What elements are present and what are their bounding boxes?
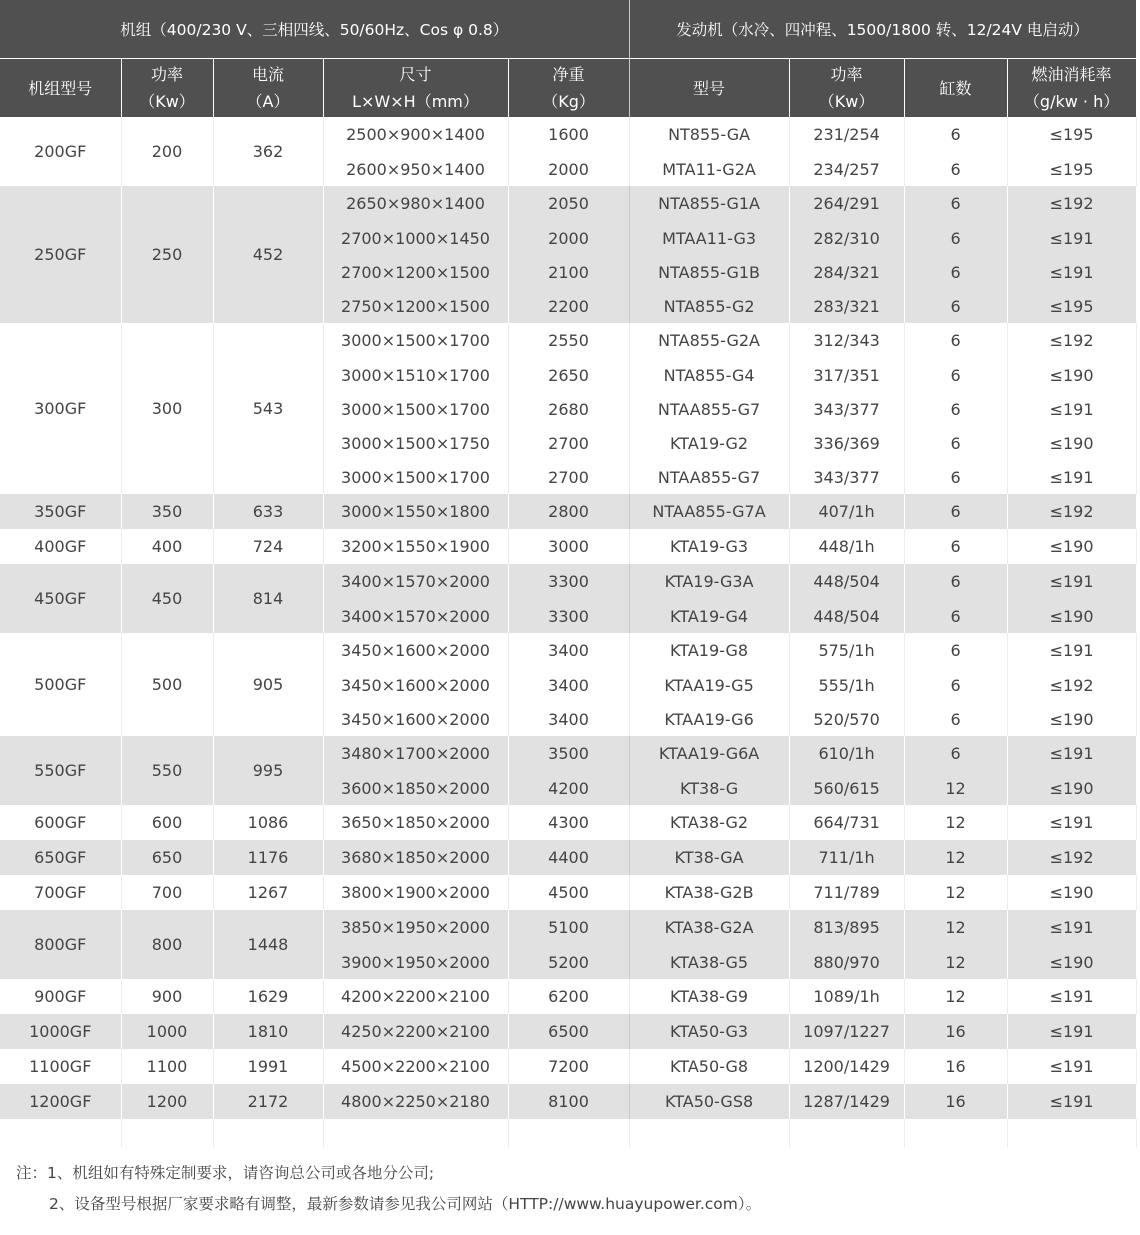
engine-power-cell: 560/615 xyxy=(789,771,904,805)
engine-model-cell: KT38-G xyxy=(629,771,789,805)
unit-size-cell: 2700×1000×1450 xyxy=(323,221,508,255)
engine-fuel-rate-cell: ≤190 xyxy=(1007,529,1136,564)
engine-power-cell: 664/731 xyxy=(789,805,904,840)
unit-weight-cell: 4300 xyxy=(508,805,629,840)
engine-model-cell: NTA855-G4 xyxy=(629,358,789,392)
unit-power-cell: 300 xyxy=(121,323,213,494)
unit-model-cell: 700GF xyxy=(0,875,121,910)
column-header-label: 缸数 xyxy=(939,78,972,98)
engine-fuel-rate-cell: ≤191 xyxy=(1007,1084,1136,1119)
unit-current-cell: 1991 xyxy=(213,1049,323,1084)
engine-fuel-rate-cell: ≤191 xyxy=(1007,392,1136,426)
column-header-unit: （Kw） xyxy=(818,92,875,111)
engine-power-cell: 283/321 xyxy=(789,289,904,323)
unit-power-cell: 1000 xyxy=(121,1014,213,1049)
unit-current-cell: 2172 xyxy=(213,1084,323,1119)
engine-fuel-rate-cell: ≤191 xyxy=(1007,1014,1136,1049)
engine-cylinders-cell: 6 xyxy=(904,668,1007,702)
unit-size-cell: 3000×1500×1700 xyxy=(323,323,508,358)
engine-cylinders-cell: 12 xyxy=(904,840,1007,875)
engine-fuel-rate-cell: ≤190 xyxy=(1007,875,1136,910)
engine-fuel-rate-cell: ≤195 xyxy=(1007,289,1136,323)
column-header-engine-power xyxy=(789,59,904,118)
engine-power-cell: 520/570 xyxy=(789,702,904,736)
column-header-unit: （g/kw · h） xyxy=(1023,92,1120,111)
unit-current-cell: 1176 xyxy=(213,840,323,875)
engine-model-cell: KTA38-G5 xyxy=(629,945,789,979)
unit-size-cell: 3400×1570×2000 xyxy=(323,599,508,633)
table-row xyxy=(0,1014,1136,1049)
engine-fuel-rate-cell: ≤190 xyxy=(1007,702,1136,736)
unit-model-cell: 400GF xyxy=(0,529,121,564)
unit-model-cell: 1100GF xyxy=(0,1049,121,1084)
table-row xyxy=(0,186,1136,221)
notes xyxy=(16,1158,761,1220)
unit-weight-cell: 2000 xyxy=(508,152,629,186)
engine-cylinders-cell: 12 xyxy=(904,979,1007,1014)
unit-weight-cell: 2800 xyxy=(508,494,629,529)
unit-model-cell: 350GF xyxy=(0,494,121,529)
engine-fuel-rate-cell: ≤192 xyxy=(1007,494,1136,529)
engine-model-cell: NTAA855-G7A xyxy=(629,494,789,529)
engine-fuel-rate-cell: ≤191 xyxy=(1007,805,1136,840)
unit-weight-cell: 6200 xyxy=(508,979,629,1014)
engine-cylinders-cell: 12 xyxy=(904,771,1007,805)
engine-model-cell: NTA855-G1B xyxy=(629,255,789,289)
engine-fuel-rate-cell: ≤190 xyxy=(1007,599,1136,633)
unit-size-cell: 3650×1850×2000 xyxy=(323,805,508,840)
unit-current-cell: 1267 xyxy=(213,875,323,910)
engine-power-cell: 448/504 xyxy=(789,564,904,599)
table-body xyxy=(0,117,1136,1147)
engine-model-cell: KTA50-G3 xyxy=(629,1014,789,1049)
unit-current-cell: 362 xyxy=(213,117,323,186)
engine-power-cell: 575/1h xyxy=(789,633,904,668)
unit-model-cell: 250GF xyxy=(0,186,121,323)
engine-cylinders-cell: 16 xyxy=(904,1049,1007,1084)
table-row xyxy=(0,910,1136,945)
unit-weight-cell: 3400 xyxy=(508,633,629,668)
engine-power-cell: 813/895 xyxy=(789,910,904,945)
unit-weight-cell: 3500 xyxy=(508,736,629,771)
unit-size-cell: 4500×2200×2100 xyxy=(323,1049,508,1084)
engine-model-cell: KTA19-G2 xyxy=(629,426,789,460)
engine-model-cell: KTA38-G2B xyxy=(629,875,789,910)
unit-model-cell: 500GF xyxy=(0,633,121,736)
unit-current-cell: 1448 xyxy=(213,910,323,979)
column-header-label: 功率 xyxy=(830,65,863,84)
unit-size-cell: 3850×1950×2000 xyxy=(323,910,508,945)
engine-fuel-rate-cell: ≤190 xyxy=(1007,945,1136,979)
column-header-engine-cylinders xyxy=(904,59,1007,118)
unit-size-cell: 2600×950×1400 xyxy=(323,152,508,186)
column-header-unit-current xyxy=(213,59,323,118)
engine-cylinders-cell: 6 xyxy=(904,392,1007,426)
unit-model-cell: 200GF xyxy=(0,117,121,186)
empty-cell xyxy=(0,1119,121,1147)
engine-fuel-rate-cell: ≤191 xyxy=(1007,221,1136,255)
unit-size-cell: 3800×1900×2000 xyxy=(323,875,508,910)
table-row xyxy=(0,979,1136,1014)
empty-cell xyxy=(904,1119,1007,1147)
unit-size-cell: 3450×1600×2000 xyxy=(323,668,508,702)
engine-cylinders-cell: 6 xyxy=(904,186,1007,221)
column-header-label: 尺寸 xyxy=(399,65,432,84)
unit-size-cell: 3450×1600×2000 xyxy=(323,702,508,736)
engine-fuel-rate-cell: ≤192 xyxy=(1007,668,1136,702)
column-header-unit-weight xyxy=(508,59,629,118)
engine-power-cell: 312/343 xyxy=(789,323,904,358)
table-row xyxy=(0,840,1136,875)
empty-cell xyxy=(629,1119,789,1147)
engine-fuel-rate-cell: ≤190 xyxy=(1007,358,1136,392)
engine-power-cell: 711/1h xyxy=(789,840,904,875)
unit-size-cell: 4800×2250×2180 xyxy=(323,1084,508,1119)
engine-model-cell: KT38-GA xyxy=(629,840,789,875)
unit-size-cell: 4250×2200×2100 xyxy=(323,1014,508,1049)
engine-cylinders-cell: 6 xyxy=(904,289,1007,323)
engine-power-cell: 448/504 xyxy=(789,599,904,633)
column-header-label: 燃油消耗率 xyxy=(1031,65,1112,84)
engine-power-cell: 264/291 xyxy=(789,186,904,221)
unit-weight-cell: 8100 xyxy=(508,1084,629,1119)
engine-model-cell: KTA19-G4 xyxy=(629,599,789,633)
unit-weight-cell: 4200 xyxy=(508,771,629,805)
table-row xyxy=(0,323,1136,358)
unit-weight-cell: 3300 xyxy=(508,564,629,599)
engine-power-cell: 234/257 xyxy=(789,152,904,186)
unit-model-cell: 1200GF xyxy=(0,1084,121,1119)
engine-cylinders-cell: 16 xyxy=(904,1014,1007,1049)
unit-weight-cell: 2000 xyxy=(508,221,629,255)
engine-cylinders-cell: 6 xyxy=(904,702,1007,736)
note-line-2: 2、设备型号根据厂家要求略有调整，最新参数请参见我公司网站（HTTP://www.huayupower.com）。 xyxy=(49,1195,762,1213)
unit-weight-cell: 7200 xyxy=(508,1049,629,1084)
unit-power-cell: 500 xyxy=(121,633,213,736)
empty-cell xyxy=(789,1119,904,1147)
table-row xyxy=(0,875,1136,910)
column-header-unit-model xyxy=(0,59,121,118)
unit-weight-cell: 2700 xyxy=(508,426,629,460)
engine-power-cell: 610/1h xyxy=(789,736,904,771)
engine-fuel-rate-cell: ≤190 xyxy=(1007,426,1136,460)
engine-model-cell: KTA38-G2A xyxy=(629,910,789,945)
unit-weight-cell: 2200 xyxy=(508,289,629,323)
unit-power-cell: 1200 xyxy=(121,1084,213,1119)
engine-cylinders-cell: 12 xyxy=(904,945,1007,979)
unit-model-cell: 1000GF xyxy=(0,1014,121,1049)
engine-power-cell: 1089/1h xyxy=(789,979,904,1014)
engine-model-cell: NT855-GA xyxy=(629,117,789,152)
unit-size-cell: 3000×1500×1750 xyxy=(323,426,508,460)
engine-power-cell: 1200/1429 xyxy=(789,1049,904,1084)
unit-weight-cell: 5200 xyxy=(508,945,629,979)
engine-fuel-rate-cell: ≤192 xyxy=(1007,323,1136,358)
engine-fuel-rate-cell: ≤191 xyxy=(1007,1049,1136,1084)
engine-model-cell: KTAA19-G6A xyxy=(629,736,789,771)
engine-cylinders-cell: 6 xyxy=(904,255,1007,289)
table-row xyxy=(0,494,1136,529)
table-row xyxy=(0,1084,1136,1119)
table-row xyxy=(0,633,1136,668)
engine-cylinders-cell: 16 xyxy=(904,1084,1007,1119)
unit-weight-cell: 2050 xyxy=(508,186,629,221)
unit-size-cell: 2500×900×1400 xyxy=(323,117,508,152)
unit-size-cell: 3680×1850×2000 xyxy=(323,840,508,875)
engine-power-cell: 282/310 xyxy=(789,221,904,255)
unit-current-cell: 1086 xyxy=(213,805,323,840)
unit-power-cell: 550 xyxy=(121,736,213,805)
column-header-label: 净重 xyxy=(552,65,585,84)
unit-size-cell: 3200×1550×1900 xyxy=(323,529,508,564)
engine-model-cell: MTAA11-G3 xyxy=(629,221,789,255)
engine-power-cell: 1287/1429 xyxy=(789,1084,904,1119)
unit-size-cell: 2700×1200×1500 xyxy=(323,255,508,289)
column-header-unit: L×W×H（mm） xyxy=(352,92,479,111)
unit-current-cell: 905 xyxy=(213,633,323,736)
engine-cylinders-cell: 6 xyxy=(904,323,1007,358)
engine-power-cell: 1097/1227 xyxy=(789,1014,904,1049)
unit-power-cell: 1100 xyxy=(121,1049,213,1084)
engine-power-cell: 343/377 xyxy=(789,392,904,426)
engine-fuel-rate-cell: ≤191 xyxy=(1007,255,1136,289)
empty-cell xyxy=(1007,1119,1136,1147)
unit-current-cell: 995 xyxy=(213,736,323,805)
engine-cylinders-cell: 6 xyxy=(904,152,1007,186)
engine-fuel-rate-cell: ≤190 xyxy=(1007,771,1136,805)
empty-cell xyxy=(121,1119,213,1147)
unit-size-cell: 3000×1500×1700 xyxy=(323,392,508,426)
engine-power-cell: 231/254 xyxy=(789,117,904,152)
unit-model-cell: 650GF xyxy=(0,840,121,875)
empty-cell xyxy=(508,1119,629,1147)
engine-fuel-rate-cell: ≤191 xyxy=(1007,979,1136,1014)
engine-fuel-rate-cell: ≤192 xyxy=(1007,840,1136,875)
engine-cylinders-cell: 6 xyxy=(904,564,1007,599)
unit-weight-cell: 2550 xyxy=(508,323,629,358)
unit-power-cell: 350 xyxy=(121,494,213,529)
column-header-label: 型号 xyxy=(693,78,726,98)
engine-model-cell: NTAA855-G7 xyxy=(629,460,789,494)
column-header-engine-model xyxy=(629,59,789,118)
unit-model-cell: 900GF xyxy=(0,979,121,1014)
engine-fuel-rate-cell: ≤191 xyxy=(1007,910,1136,945)
column-header-unit-size xyxy=(323,59,508,118)
unit-weight-cell: 6500 xyxy=(508,1014,629,1049)
engine-cylinders-cell: 6 xyxy=(904,494,1007,529)
unit-size-cell: 3000×1510×1700 xyxy=(323,358,508,392)
unit-current-cell: 633 xyxy=(213,494,323,529)
unit-weight-cell: 2100 xyxy=(508,255,629,289)
empty-cell xyxy=(323,1119,508,1147)
engine-model-cell: NTA855-G2 xyxy=(629,289,789,323)
engine-power-cell: 555/1h xyxy=(789,668,904,702)
column-header-unit: （Kw） xyxy=(139,92,195,111)
engine-cylinders-cell: 12 xyxy=(904,805,1007,840)
engine-model-cell: KTA19-G8 xyxy=(629,633,789,668)
engine-power-cell: 407/1h xyxy=(789,494,904,529)
engine-cylinders-cell: 6 xyxy=(904,221,1007,255)
unit-size-cell: 2650×980×1400 xyxy=(323,186,508,221)
engine-cylinders-cell: 6 xyxy=(904,633,1007,668)
engine-model-cell: KTA19-G3 xyxy=(629,529,789,564)
column-header-label: 机组型号 xyxy=(28,78,93,98)
engine-model-cell: KTA38-G2 xyxy=(629,805,789,840)
unit-current-cell: 543 xyxy=(213,323,323,494)
column-header-unit: （A） xyxy=(246,92,290,111)
engine-cylinders-cell: 12 xyxy=(904,910,1007,945)
unit-model-cell: 550GF xyxy=(0,736,121,805)
unit-model-cell: 450GF xyxy=(0,564,121,633)
unit-size-cell: 3480×1700×2000 xyxy=(323,736,508,771)
engine-cylinders-cell: 12 xyxy=(904,875,1007,910)
unit-current-cell: 814 xyxy=(213,564,323,633)
column-header-unit: （Kg） xyxy=(542,92,595,111)
empty-cell xyxy=(213,1119,323,1147)
unit-weight-cell: 3400 xyxy=(508,668,629,702)
unit-model-cell: 800GF xyxy=(0,910,121,979)
engine-cylinders-cell: 6 xyxy=(904,460,1007,494)
engine-fuel-rate-cell: ≤191 xyxy=(1007,564,1136,599)
engine-model-cell: NTAA855-G7 xyxy=(629,392,789,426)
table-row xyxy=(0,805,1136,840)
engine-model-cell: KTAA19-G6 xyxy=(629,702,789,736)
engine-cylinders-cell: 6 xyxy=(904,358,1007,392)
unit-power-cell: 600 xyxy=(121,805,213,840)
column-header-unit-power xyxy=(121,59,213,118)
engine-power-cell: 448/1h xyxy=(789,529,904,564)
unit-weight-cell: 3400 xyxy=(508,702,629,736)
table-row xyxy=(0,117,1136,152)
column-header-engine-fuel-rate xyxy=(1007,59,1136,118)
unit-size-cell: 3450×1600×2000 xyxy=(323,633,508,668)
engine-model-cell: KTA50-GS8 xyxy=(629,1084,789,1119)
unit-size-cell: 3900×1950×2000 xyxy=(323,945,508,979)
column-header-row xyxy=(0,59,1136,118)
unit-size-cell: 3400×1570×2000 xyxy=(323,564,508,599)
unit-weight-cell: 4500 xyxy=(508,875,629,910)
unit-weight-cell: 2650 xyxy=(508,358,629,392)
unit-weight-cell: 3300 xyxy=(508,599,629,633)
engine-power-cell: 284/321 xyxy=(789,255,904,289)
unit-model-cell: 300GF xyxy=(0,323,121,494)
table-row xyxy=(0,1049,1136,1084)
unit-weight-cell: 1600 xyxy=(508,117,629,152)
unit-weight-cell: 3000 xyxy=(508,529,629,564)
engine-model-cell: MTA11-G2A xyxy=(629,152,789,186)
unit-size-cell: 4200×2200×2100 xyxy=(323,979,508,1014)
table-row xyxy=(0,736,1136,771)
unit-model-cell: 600GF xyxy=(0,805,121,840)
engine-model-cell: KTA19-G3A xyxy=(629,564,789,599)
unit-power-cell: 450 xyxy=(121,564,213,633)
unit-current-cell: 724 xyxy=(213,529,323,564)
engine-group-header: 发动机（水冷、四冲程、1500/1800 转、12/24V 电启动） xyxy=(629,0,1136,59)
column-header-label: 功率 xyxy=(150,65,183,84)
unit-weight-cell: 5100 xyxy=(508,910,629,945)
column-header-label: 电流 xyxy=(251,65,284,84)
unit-current-cell: 1810 xyxy=(213,1014,323,1049)
unit-power-cell: 200 xyxy=(121,117,213,186)
unit-power-cell: 400 xyxy=(121,529,213,564)
unit-current-cell: 452 xyxy=(213,186,323,323)
engine-model-cell: KTA38-G9 xyxy=(629,979,789,1014)
engine-cylinders-cell: 6 xyxy=(904,117,1007,152)
unit-current-cell: 1629 xyxy=(213,979,323,1014)
engine-cylinders-cell: 6 xyxy=(904,529,1007,564)
engine-model-cell: NTA855-G2A xyxy=(629,323,789,358)
unit-size-cell: 3000×1500×1700 xyxy=(323,460,508,494)
engine-fuel-rate-cell: ≤195 xyxy=(1007,152,1136,186)
engine-fuel-rate-cell: ≤191 xyxy=(1007,633,1136,668)
table-row xyxy=(0,529,1136,564)
engine-power-cell: 880/970 xyxy=(789,945,904,979)
unit-power-cell: 700 xyxy=(121,875,213,910)
note-line-1: 注：1、机组如有特殊定制要求，请咨询总公司或各地分公司; xyxy=(16,1164,435,1182)
engine-power-cell: 343/377 xyxy=(789,460,904,494)
engine-power-cell: 317/351 xyxy=(789,358,904,392)
unit-power-cell: 900 xyxy=(121,979,213,1014)
engine-model-cell: KTA50-G8 xyxy=(629,1049,789,1084)
table-padding-row xyxy=(0,1119,1136,1147)
engine-model-cell: KTAA19-G5 xyxy=(629,668,789,702)
unit-size-cell: 3600×1850×2000 xyxy=(323,771,508,805)
unit-power-cell: 650 xyxy=(121,840,213,875)
unit-size-cell: 3000×1550×1800 xyxy=(323,494,508,529)
engine-power-cell: 336/369 xyxy=(789,426,904,460)
unit-power-cell: 800 xyxy=(121,910,213,979)
unit-size-cell: 2750×1200×1500 xyxy=(323,289,508,323)
engine-fuel-rate-cell: ≤192 xyxy=(1007,186,1136,221)
unit-weight-cell: 2700 xyxy=(508,460,629,494)
engine-cylinders-cell: 6 xyxy=(904,599,1007,633)
engine-cylinders-cell: 6 xyxy=(904,426,1007,460)
unit-weight-cell: 2680 xyxy=(508,392,629,426)
engine-model-cell: NTA855-G1A xyxy=(629,186,789,221)
engine-power-cell: 711/789 xyxy=(789,875,904,910)
table-row xyxy=(0,564,1136,599)
unit-group-header: 机组（400/230 V、三相四线、50/60Hz、Cos φ 0.8） xyxy=(0,0,629,59)
engine-fuel-rate-cell: ≤195 xyxy=(1007,117,1136,152)
engine-fuel-rate-cell: ≤191 xyxy=(1007,736,1136,771)
unit-weight-cell: 4400 xyxy=(508,840,629,875)
engine-fuel-rate-cell: ≤191 xyxy=(1007,460,1136,494)
unit-power-cell: 250 xyxy=(121,186,213,323)
engine-cylinders-cell: 6 xyxy=(904,736,1007,771)
